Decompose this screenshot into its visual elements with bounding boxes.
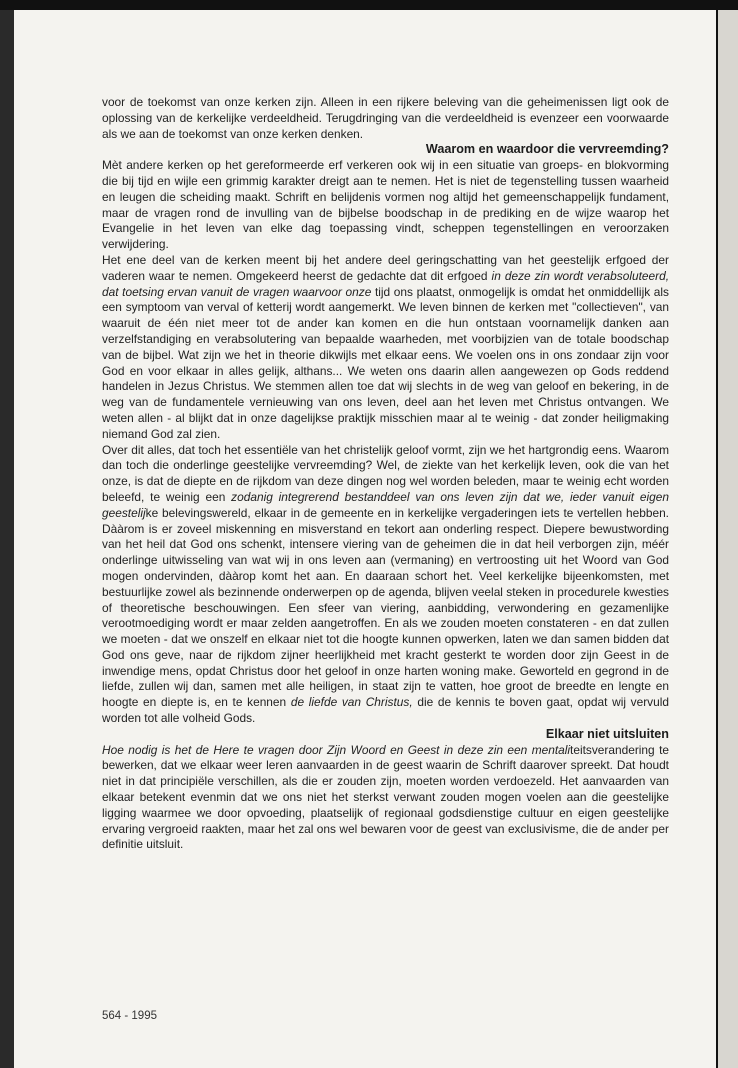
paragraph-erfgoed-part-2: tijd ons plaatst, onmogelijk is omdat het onmiddellijk als een symptoom van verval of ketterij wordt aangemerkt. We leven binnen de kerken met "collectieven", van waaruit de één niet meer tot de ander kan komen en die hun ontstaan voornamelijk danken aan verzelfstandiging en verabsolutering van bepaalde waarheden, met voorbijzien van de totale boodschap van de bijbel. Wat zijn we het in theorie dikwijls met elkaar eens. We voelen ons in ons zondaar zijn voor God en voor elkaar in alles gelijk, althans... We weten ons daarin allen aangewezen op Gods reddend handelen in Jezus Christus. We stemmen allen toe dat wij slechts in de weg van geloof en bekering, in de weg van de fundamentele vernieuwing van ons leven, deel aan het leven met Christus ontvangen. We weten allen - al blijkt dat in onze dagelijkse praktijk misschien maar al te weinig - dat zonder heiligmaking niemand God zal zien. [102, 284, 669, 441]
page-number: 564 - 1995 [102, 1010, 157, 1022]
paragraph-erfgoed-part-1: Het ene deel van de kerken meent bij het andere deel geringschatting van het geestelijk erfgoed der vaderen waar te nemen. Omgekeerd heerst de gedachte dat dit erfgoed [102, 252, 669, 283]
scan-top-border [0, 0, 738, 10]
paragraph-erfgoed [102, 253, 669, 443]
document-page [14, 10, 716, 1068]
section-heading-vervreemding: Waarom en waardoor die vervreemding? [425, 142, 669, 157]
paragraph-mentaliteit-italic: Hoe nodig is het de Here te vragen door Zijn Woord en Geest in deze zin een mentali [102, 742, 571, 757]
scan-right-margin [716, 10, 738, 1068]
paragraph-mentaliteit-part-1: teitsverandering te bewerken, dat we elkaar weer leren aanvaarden in de geest waarin de Schrift daarover spreekt. Dat houdt niet in dat principiële verschillen, als die er zouden zijn, moeten worden verdoezeld. Het aanvaarden van elkaar betekent evenmin dat we ons niet het sterkst verwant zouden mogen voelen aan die geestelijke ligging waarmee we door opvoeding, plaatselijk of regionaal godsdienstige cultuur en eigen geestelijke ervaring vergroeid raakten, maar het zal ons wel bewaren voor de geest van exclusivisme, die de ander per definitie uitsluit. [102, 742, 670, 852]
paragraph-essentie-part-1: Over dit alles, dat toch het essentiële van het christelijk geloof vormt, zijn we het hartgrondig eens. Waarom dan toch die onderlinge geestelijke vervreemding? Wel, de ziekte van het kerkelijk leven, ook die van het onze, is dat de diepte en de rijkdom van deze dingen nog wel worden beleden, maar te weinig echt worden beleefd, te weinig een [102, 442, 669, 504]
section-heading-uitsluiten: Elkaar niet uitsluiten [545, 726, 669, 741]
paragraph-groepsvorming: Mèt andere kerken op het gereformeerde erf verkeren ook wij in een situatie van groeps- en blokvorming die bij tijd en wijle een grimmig karakter dreigt aan te nemen. Het is niet de tegenstelling tussen waarheid en leugen die scheiding maakt. Schrift en belijdenis vormen nog altijd het gemeenschappelijk fundament, maar de vragen rond de invulling van de bijbelse boodschap in de prediking en de wijze waarop het Evangelie in het leven van elke dag toepassing vindt, scheppen tegenstellingen en veroorzaken verwijdering. [102, 158, 669, 252]
paragraph-essentie-italic-2: de liefde van Christus, [290, 695, 413, 710]
paragraph-essentie [102, 443, 669, 727]
scan-right-edge-line [716, 10, 718, 1068]
paragraph-essentie-part-3: die de kennis te boven gaat, opdat wij vervuld worden tot alle volheid Gods. [102, 695, 669, 726]
paragraph-essentie-italic-1: zodanig integrerend bestanddeel van ons leven zijn dat we, ieder vanuit eigen geestelij [102, 489, 669, 520]
paragraph-erfgoed-italic: in deze zin wordt verabsoluteerd, dat toetsing ervan vanuit de vragen waarvoor onze [102, 268, 669, 299]
paragraph-mentaliteit [102, 743, 669, 854]
paragraph-essentie-part-2: ke belevingswereld, elkaar in de gemeente en in kerkelijke vergaderingen iets te vertellen hebben. Dààrom is er zoveel miskenning en misverstand en tekort aan onderling respect. Diepere bewustwording van het heil dat God ons schenkt, intensere viering van de geheimen die in dat heil verborgen zijn, méér onderlinge uitwisseling van wat wij in ons leven aan (vermaning) en vertroosting uit het Woord van God mogen ondervinden, dààrop komt het aan. En daaraan schort het. Veel kerkelijke bijeenkomsten, met bestuurlijke zowel als bezinnende onderwerpen op de agenda, blijven veelal steken in procedurele kwesties of theoretische beschouwingen. Een sfeer van viering, aanbidding, verwondering en gezamenlijke verootmoediging wordt er maar zelden aangetroffen. En als we zouden moeten constateren - en dat zullen we moeten - dat we onszelf en elkaar niet tot die hoogte kunnen opwerken, laten we dan samen bidden dat God ons geve, naar de rijkdom zijner heerlijkheid met kracht gesterkt te worden door zijn Geest in de inwendige mens, opdat Christus door het geloof in onze harten woning make. Geworteld en gegrond in de liefde, zullen wij dan, samen met alle heiligen, in staat zijn te vatten, hoe groot de breedte en lengte en hoogte en diepte is, en te kennen [102, 505, 669, 710]
intro-paragraph: voor de toekomst van onze kerken zijn. Alleen in een rijkere beleving van die geheimenissen ligt ook de oplossing van de kerkelijke verdeeldheid. Terugdringing van die verdeeldheid is evenzeer een voorwaarde als we aan de toekomst van onze kerken denken. [102, 95, 669, 141]
scan-left-border [0, 10, 14, 1068]
article-body [102, 95, 669, 853]
